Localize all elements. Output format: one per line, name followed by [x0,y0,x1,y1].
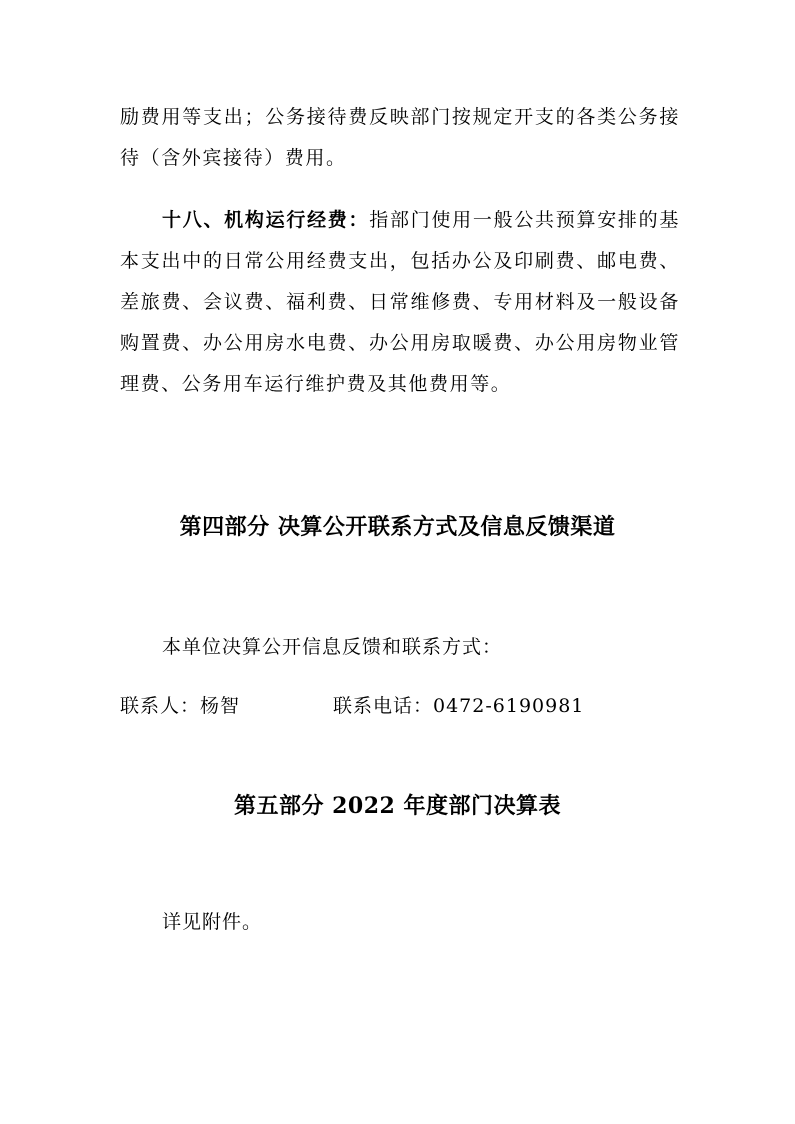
section-4-heading: 第四部分 决算公开联系方式及信息反馈渠道 [179,514,616,540]
section-5-heading: 第五部分 2022 年度部门决算表 [233,793,562,819]
paragraph-reception-expense-continued: 励费用等支出；公务接待费反映部门按规定开支的各类公务接待（含外宾接待）费用。 [120,106,680,169]
contact-phone: 联系电话：0472-6190981 [333,695,585,717]
see-attachment-note: 详见附件。 [162,911,263,933]
contact-intro: 本单位决算公开信息反馈和联系方式： [162,636,503,658]
definition-institution-operating-expense: 指部门使用一般公共预算安排的基本支出中的日常公用经费支出，包括办公及印刷费、邮电费、差旅费、会议费、福利费、日常维修费、专用材料及一般设备购置费、办公用房水电费、办公用房取暖费、办公用房物业管理费、公务用车运行维护费及其他费用等。 [120,209,680,395]
term-institution-operating-expense: 十八、机构运行经费： [162,209,370,231]
contact-person: 联系人：杨智 [120,695,241,717]
paragraph-item-18 [120,200,680,405]
